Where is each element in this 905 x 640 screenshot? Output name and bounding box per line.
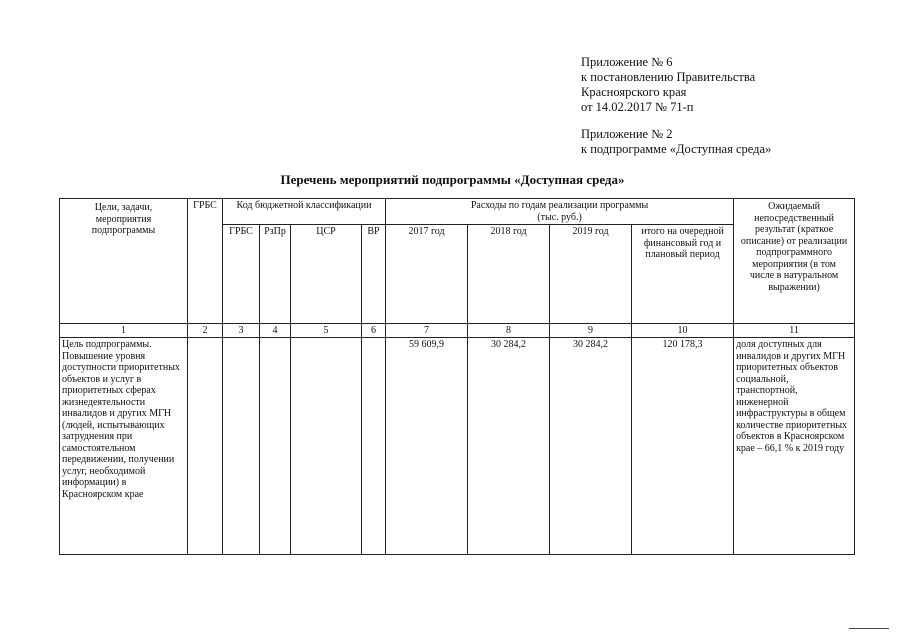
header-rzpr: РзПр xyxy=(260,225,291,324)
annex-6-line: Красноярского края xyxy=(581,85,687,99)
column-number: 9 xyxy=(550,324,632,338)
column-number: 2 xyxy=(188,324,223,338)
header-goals: Цели, задачи, мероприятия подпрограммы xyxy=(60,199,188,324)
header-expenses-line: Расходы по годам реализации программы xyxy=(470,200,649,211)
activities-table xyxy=(59,198,855,555)
header-2017: 2017 год xyxy=(386,225,468,324)
goal-csr xyxy=(291,338,362,555)
goal-result: доля доступных для инвалидов и других МГН приоритетных объектов социальной, транспортной, инженерной инфраструктуры в общем количестве приоритетных объектов в Красноярском крае – 66,1 % к 2019 году xyxy=(734,338,855,555)
header-row-1 xyxy=(60,199,855,225)
column-number: 7 xyxy=(386,324,468,338)
annex-6-block xyxy=(581,55,755,115)
column-number: 1 xyxy=(60,324,188,338)
header-expenses-unit: (тыс. руб.) xyxy=(537,211,582,223)
header-2018: 2018 год xyxy=(468,225,550,324)
header-csr: ЦСР xyxy=(291,225,362,324)
goal-total-value: 120 178,3 xyxy=(632,338,734,555)
header-result: Ожидаемый непосредственный результат (краткое описание) от реализации подпрограммного мероприятия (в том числе в натуральном выражении) xyxy=(734,199,855,324)
document-title: Перечень мероприятий подпрограммы «Доступная среда» xyxy=(280,172,625,187)
goal-2017-value: 59 609,9 xyxy=(386,338,468,555)
header-2019: 2019 год xyxy=(550,225,632,324)
header-sub-grbs: ГРБС xyxy=(223,225,260,324)
goal-rzpr xyxy=(260,338,291,555)
annex-2-line: Приложение № 2 xyxy=(581,127,673,141)
column-number: 10 xyxy=(632,324,734,338)
column-number-row xyxy=(60,324,855,338)
column-number: 4 xyxy=(260,324,291,338)
goal-row xyxy=(60,338,855,555)
goal-2018-value: 30 284,2 xyxy=(468,338,550,555)
annex-6-line: Приложение № 6 xyxy=(581,55,673,69)
column-number: 11 xyxy=(734,324,855,338)
scan-mark xyxy=(849,628,889,629)
goal-grbs xyxy=(188,338,223,555)
header-budget-code: Код бюджетной классификации xyxy=(223,199,386,225)
column-number: 3 xyxy=(223,324,260,338)
goal-vr xyxy=(362,338,386,555)
header-vr: ВР xyxy=(362,225,386,324)
header-total: итого на очередной финансовый год и плановый период xyxy=(632,225,734,324)
goal-sub-grbs xyxy=(223,338,260,555)
annex-6-line: к постановлению Правительства xyxy=(581,70,756,84)
header-expenses xyxy=(386,199,734,225)
annex-2-block xyxy=(581,127,771,157)
goal-2019-value: 30 284,2 xyxy=(550,338,632,555)
header-grbs: ГРБС xyxy=(188,199,223,324)
column-number: 8 xyxy=(468,324,550,338)
annex-6-line: от 14.02.2017 № 71-п xyxy=(581,100,694,114)
goal-text: Цель подпрограммы. Повышение уровня доступности приоритетных объектов и услуг в приоритетных сферах жизнедеятельности инвалидов и других МГН (людей, испытывающих затруднения при самостоятельном передвижении, получении услуг, необходимой информации) в Красноярском крае xyxy=(60,338,188,555)
annex-2-line: к подпрограмме «Доступная среда» xyxy=(581,142,772,156)
column-number: 6 xyxy=(362,324,386,338)
column-number: 5 xyxy=(291,324,362,338)
